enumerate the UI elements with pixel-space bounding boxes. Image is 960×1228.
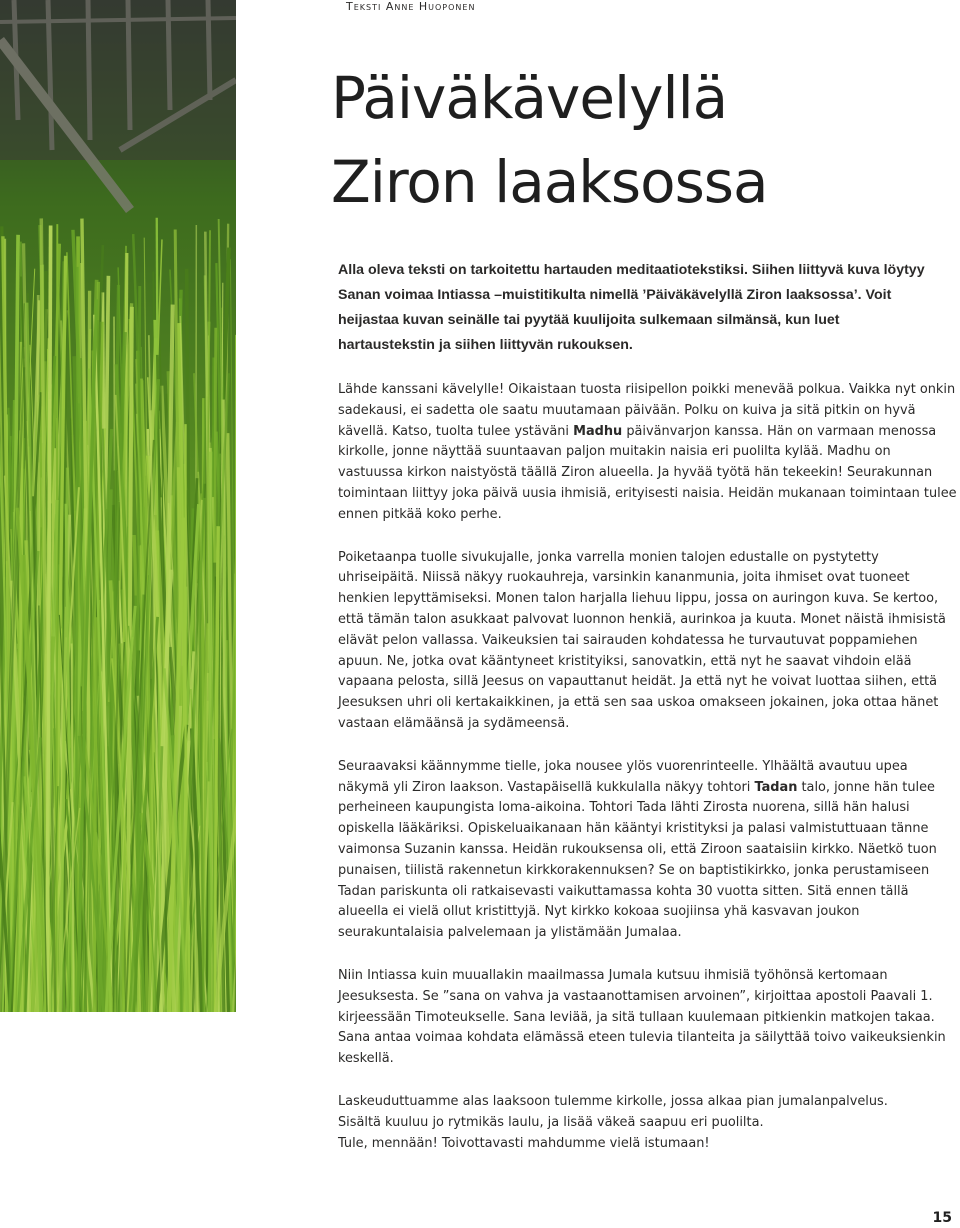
rice-field-photo (0, 0, 236, 1012)
paragraph-church (338, 1092, 958, 1154)
grass-blade (210, 452, 211, 1012)
article-body (338, 380, 958, 1176)
paragraph-walk-text-a: Lähde kanssani kävelylle! Oikaistaan tuosta riisipellon poikki menevää polkua. Vaikka nyt onkin sadekausi, ei sadetta ole saatu muutamaan päivään. Polku on kuiva ja sitä pitkin on hyvä kävellä. Katso, tuolta tulee ystäväni (338, 382, 956, 439)
paragraph-offerings: Poiketaanpa tuolle sivukujalle, jonka varrella monien talojen edustalle on pystytetty uhriseipäitä. Niissä näkyy ruokauhreja, varsinkin kananmunia, joita ihmiset ovat tuoneet henkien lepyttämiseksi. Monen talon harjalla liehuu lippu, jossa on auringon kuva. Se kertoo, että tämän talon asukkaat palvovat luonnon henkiä, aurinkoa ja kuuta. Monet näistä ihmisistä elävät pelon vallassa. Vaikeuksien tai sairauden kohdatessa he turvautuvat poppamiehen apuun. Ne, jotka ovat kääntyneet kristityiksi, sanovatkin, että nyt he saavat vihdoin elää vapaana pelosta, sillä Jeesus on vapauttanut heidät. Ja että nyt he voivat luottaa siihen, että Jeesuksen uhri oli kertakaikkinen, ja että sen saa uskoa omakseen jokainen, joka ottaa hänet vastaan elämäänsä ja sydämeensä. (338, 549, 946, 731)
author-credit: Teksti Anne Huoponen (346, 0, 476, 13)
church-line-3: Tule, mennään! Toivottavasti mahdumme vielä istumaan! (338, 1135, 710, 1151)
paragraph-valley-text-a: Seuraavaksi käännymme tielle, joka nousee ylös vuorenrinteelle. Ylhäältä avautuu upea näkymä yli Ziron laakson. Vastapäisellä kukkulalla näkyy tohtori (338, 758, 908, 795)
name-madhu: Madhu (573, 423, 623, 439)
paragraph-walk (338, 380, 958, 526)
page-number: 15 (932, 1210, 952, 1226)
church-line-1: Laskeuduttuamme alas laaksoon tulemme kirkolle, jossa alkaa pian jumalanpalvelus. (338, 1093, 888, 1109)
church-line-2: Sisältä kuuluu jo rytmikäs laulu, ja lisää väkeä saapuu eri puolilta. (338, 1114, 764, 1130)
name-tada: Tadan (754, 779, 798, 795)
paragraph-valley-text-b: talo, jonne hän tulee perheineen kaupungista loma-aikoina. Tohtori Tada lähti Zirosta nuorena, sillä hän halusi opiskella lääkäriksi. Opiskeluaikanaan hän kääntyi kristityksi ja palasi valmistuttuaan tänne vaimonsa Suzanin kanssa. Heidän rukouksensa oli, että Ziroon saataisiin kirkko. Näetkö tuon punaisen, tiilistä rakennetun kirkkorakennuksen? Se on baptistikirkko, jonka perustamiseen Tadan pariskunta oli ratkaisevasti vaikuttamassa kohta 30 vuotta sitten. Sitä ennen tällä alueella ei vielä ollut kristittyjä. Nyt kirkko kokoaa suojiinsa yhä kasvavan joukon seurakuntalaisia palvelemaan ja ylistämään Jumalaa. (338, 779, 937, 941)
intro-paragraph: Alla oleva teksti on tarkoitettu hartauden meditaatiotekstiksi. Siihen liittyvä kuva löytyy Sanan voimaa Intiassa –muistitikulta nimellä ’Päiväkävelyllä Ziron laaksossa’. Voit heijastaa kuvan seinälle tai pyytää kuulijoita sulkemaan silmänsä, kun luet hartaustekstin ja siihen liittyvän rukouksen. (338, 262, 925, 353)
paragraph-walk-text-b: päivänvarjon kanssa. Hän on varmaan menossa kirkolle, jonne näyttää suuntaavan paljon muitakin naisia eri puolilta kylää. Madhu on vastuussa kirkon naistyöstä täällä Ziron alueella. Ja hyvää työtä hän tekeekin! Seurakunnan toimintaan liittyy joka päivä uusia ihmisiä, erityisesti naisia. Heidän mukanaan toimintaan tulee ennen pitkää koko perhe. (338, 423, 957, 522)
grass-blade (56, 224, 57, 1012)
paragraph-valley (338, 757, 958, 944)
title-line-1: Päiväkävelyllä (331, 64, 728, 132)
title-line-2: Ziron laaksossa (331, 148, 768, 216)
paragraph-calling: Niin Intiassa kuin muuallakin maailmassa Jumala kutsuu ihmisiä työhönsä kertomaan Jeesuksesta. Se ”sana on vahva ja vastaanottamisen arvoinen”, kirjoittaa apostoli Paavali 1. kirjeessään Timoteukselle. Sana leviää, ja sitä tullaan kuulemaan pitkienkin matkojen takaa. Sana antaa voimaa kohdata elämässä eteen tulevia tilanteita ja säilyttää toivo vaikeuksienkin keskellä. (338, 967, 946, 1067)
article-title (331, 56, 931, 224)
